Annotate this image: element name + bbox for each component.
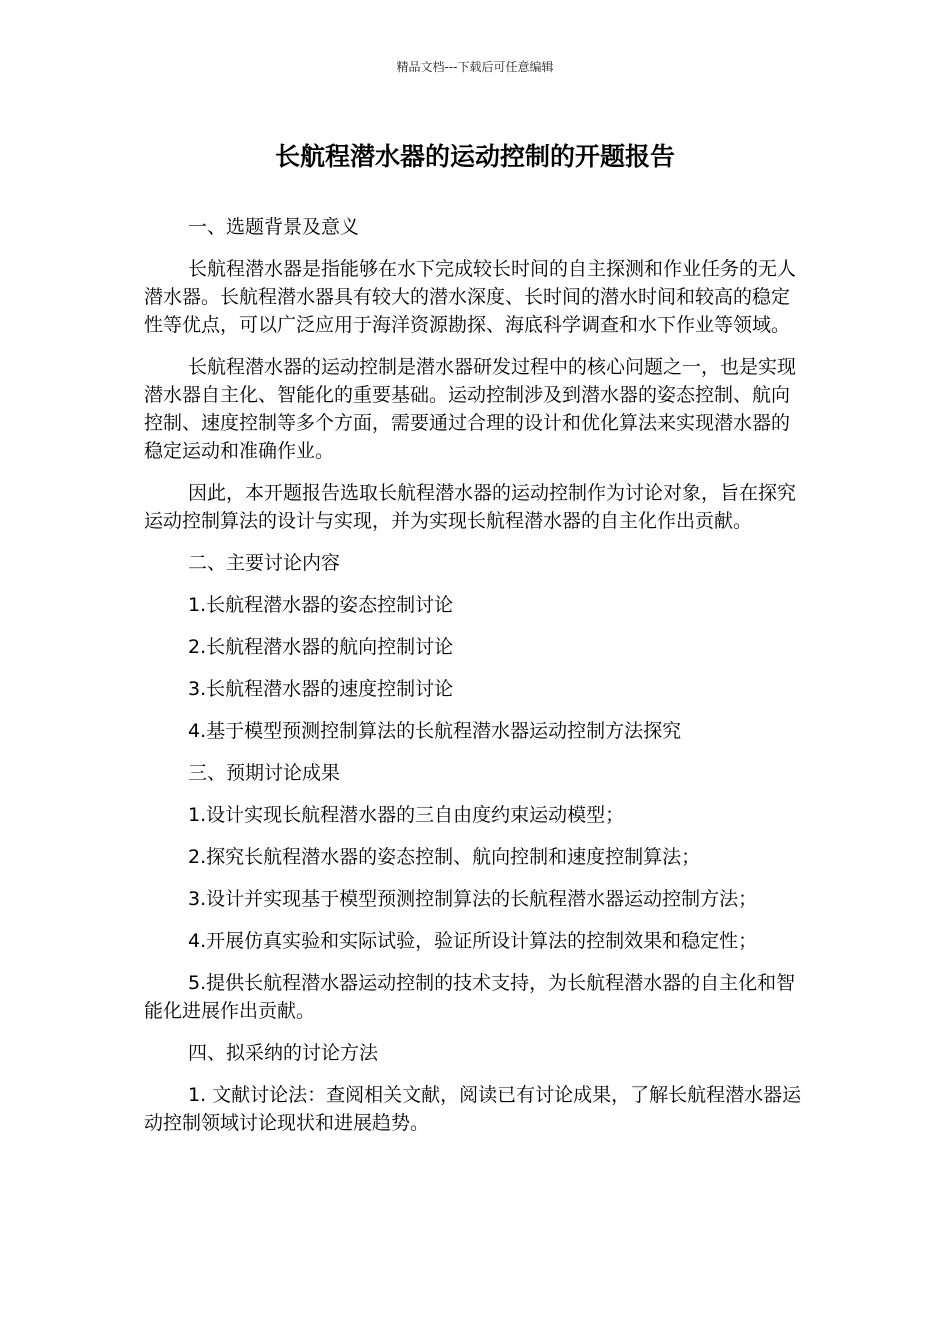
list-item: 3.长航程潜水器的速度控制讨论 [188, 678, 454, 700]
list-item: 1.设计实现长航程潜水器的三自由度约束运动模型； [188, 804, 625, 826]
list-item: 5.提供长航程潜水器运动控制的技术支持，为长航程潜水器的自主化和智能化进展作出贡献。 [144, 972, 796, 1022]
list-item: 4.基于模型预测控制算法的长航程潜水器运动控制方法探究 [188, 720, 682, 742]
section-heading-content: 二、主要讨论内容 [188, 552, 341, 574]
section-heading-background: 一、选题背景及意义 [188, 216, 360, 238]
header-note: 精品文档---下载后可任意编辑 [396, 60, 554, 74]
list-item: 4.开展仿真实验和实际试验，验证所设计算法的控制效果和稳定性； [188, 930, 758, 952]
section-heading-methods: 四、拟采纳的讨论方法 [188, 1042, 379, 1064]
paragraph-background-3: 因此，本开题报告选取长航程潜水器的运动控制作为讨论对象，旨在探究运动控制算法的设计与实现，并为实现长航程潜水器的自主化作出贡献。 [144, 482, 797, 532]
list-item: 1. 文献讨论法：查阅相关文献，阅读已有讨论成果，了解长航程潜水器运动控制领域讨论现状和进展趋势。 [144, 1084, 802, 1134]
document-body [144, 213, 804, 1151]
section-heading-outcomes: 三、预期讨论成果 [188, 762, 341, 784]
list-item: 1.长航程潜水器的姿态控制讨论 [188, 594, 454, 616]
paragraph-background-2: 长航程潜水器的运动控制是潜水器研发过程中的核心问题之一，也是实现潜水器自主化、智能化的重要基础。运动控制涉及到潜水器的姿态控制、航向控制、速度控制等多个方面，需要通过合理的设计和优化算法来实现潜水器的稳定运动和准确作业。 [144, 356, 797, 462]
list-item: 2.长航程潜水器的航向控制讨论 [188, 636, 454, 658]
document-title: 长航程潜水器的运动控制的开题报告 [274, 142, 675, 171]
list-item: 3.设计并实现基于模型预测控制算法的长航程潜水器运动控制方法； [188, 888, 758, 910]
list-item: 2.探究长航程潜水器的姿态控制、航向控制和速度控制算法； [188, 846, 701, 868]
paragraph-background-1: 长航程潜水器是指能够在水下完成较长时间的自主探测和作业任务的无人潜水器。长航程潜水器具有较大的潜水深度、长时间的潜水时间和较高的稳定性等优点，可以广泛应用于海洋资源勘探、海底科学调查和水下作业等领域。 [144, 258, 797, 336]
